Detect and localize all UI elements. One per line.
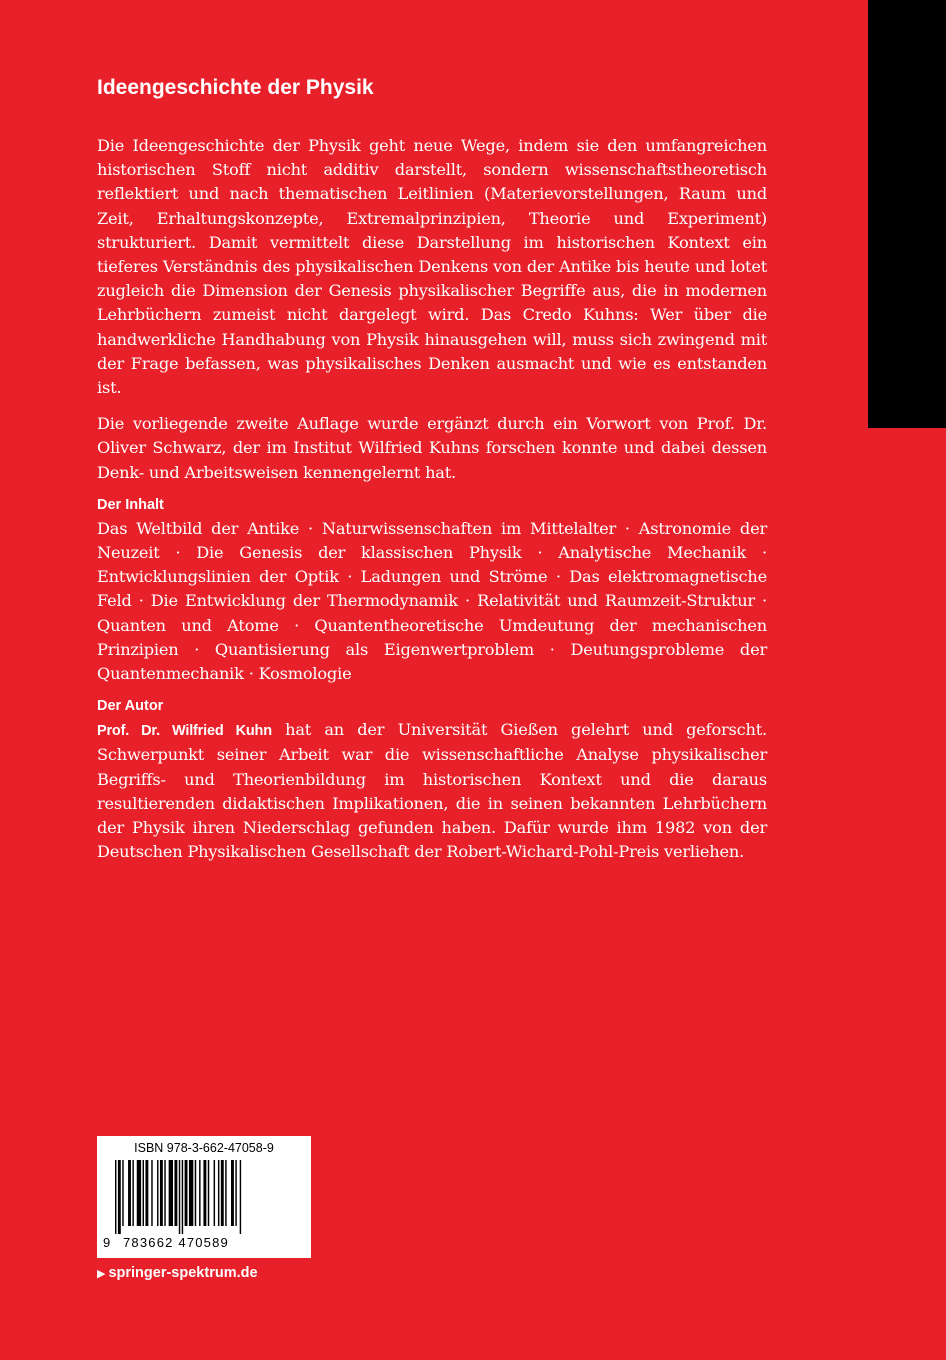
website-text: springer-spektrum.de <box>108 1265 258 1281</box>
author-paragraph <box>97 718 767 864</box>
barcode-bars <box>115 1160 293 1234</box>
intro-paragraph: Die Ideengeschichte der Physik geht neue Wege, indem sie den umfangreichen historischen Stoff nicht additiv darstellt, sondern wissenschaftstheoretisch reflektiert und nach thematischen Leitlinien (Materievorstellungen, Raum und Zeit, Erhaltungskonzepte, Extremalprinzipien, Theorie und Experiment) strukturiert. Damit vermittelt diese Darstellung im historischen Kontext ein tieferes Verständnis des physikalischen Denkens von der Antike bis heute und lotet zugleich die Dimension der Genesis physikalischer Begriffe aus, die in modernen Lehrbüchern zumeist nicht dargelegt wird. Das Credo Kuhns: Wer über die handwerkliche Handhabung von Physik hinausgehen will, muss sich zwingend mit der Frage befassen, was physikalisches Denken ausmacht und wie es entstanden ist. <box>97 136 767 398</box>
spine-black-bar <box>868 0 946 428</box>
isbn-label: ISBN 978-3-662-47058-9 <box>134 1141 274 1155</box>
isbn-barcode <box>97 1136 311 1258</box>
author-bio: hat an der Universität Gießen gelehrt und geforscht. Schwerpunkt seiner Arbeit war die wissenschaftliche Analyse physikalischer Begriffs- und Theorienbildung im historischen Kontext und die daraus resultierenden didaktischen Implikationen, die in seinen bekannten Lehrbüchern der Physik ihren Niederschlag gefunden haben. Dafür wurde ihm 1982 von der Deutschen Physikalischen Gesellschaft der Robert-Wichard-Pohl-Preis verliehen. <box>97 720 767 862</box>
play-arrow-icon: ▶ <box>97 1268 106 1280</box>
edition-paragraph: Die vorliegende zweite Auflage wurde ergänzt durch ein Vorwort von Prof. Dr. Oliver Schwarz, der im Institut Wilfried Kuhns forschen konnte und dabei dessen Denk- und Arbeitsweisen kennengelernt hat. <box>97 414 767 482</box>
barcode-first-digit: 9 <box>103 1235 111 1250</box>
author-heading: Der Autor <box>97 698 164 715</box>
barcode-digits: 783662 470589 <box>123 1235 229 1250</box>
back-cover-text <box>97 76 767 876</box>
book-title: Ideengeschichte der Physik <box>97 76 374 99</box>
publisher-website-link[interactable] <box>97 1265 258 1281</box>
contents-heading: Der Inhalt <box>97 496 164 513</box>
contents-text: Das Weltbild der Antike · Naturwissenschaften im Mittelalter · Astronomie der Neuzeit · Die Genesis der klassischen Physik · Analytische Mechanik · Entwicklungslinien der Optik · Ladungen und Ströme · Das elektromagnetische Feld · Die Entwicklung der Thermodynamik · Relativität und Raumzeit-Struktur · Quanten und Atome · Quantentheoretische Umdeutung der mechanischen Prinzipien · Quantisierung als Eigenwertproblem · Deutungsprobleme der Quantenmechanik · Kosmologie <box>97 518 767 684</box>
author-name: Prof. Dr. Wilfried Kuhn <box>97 723 272 740</box>
